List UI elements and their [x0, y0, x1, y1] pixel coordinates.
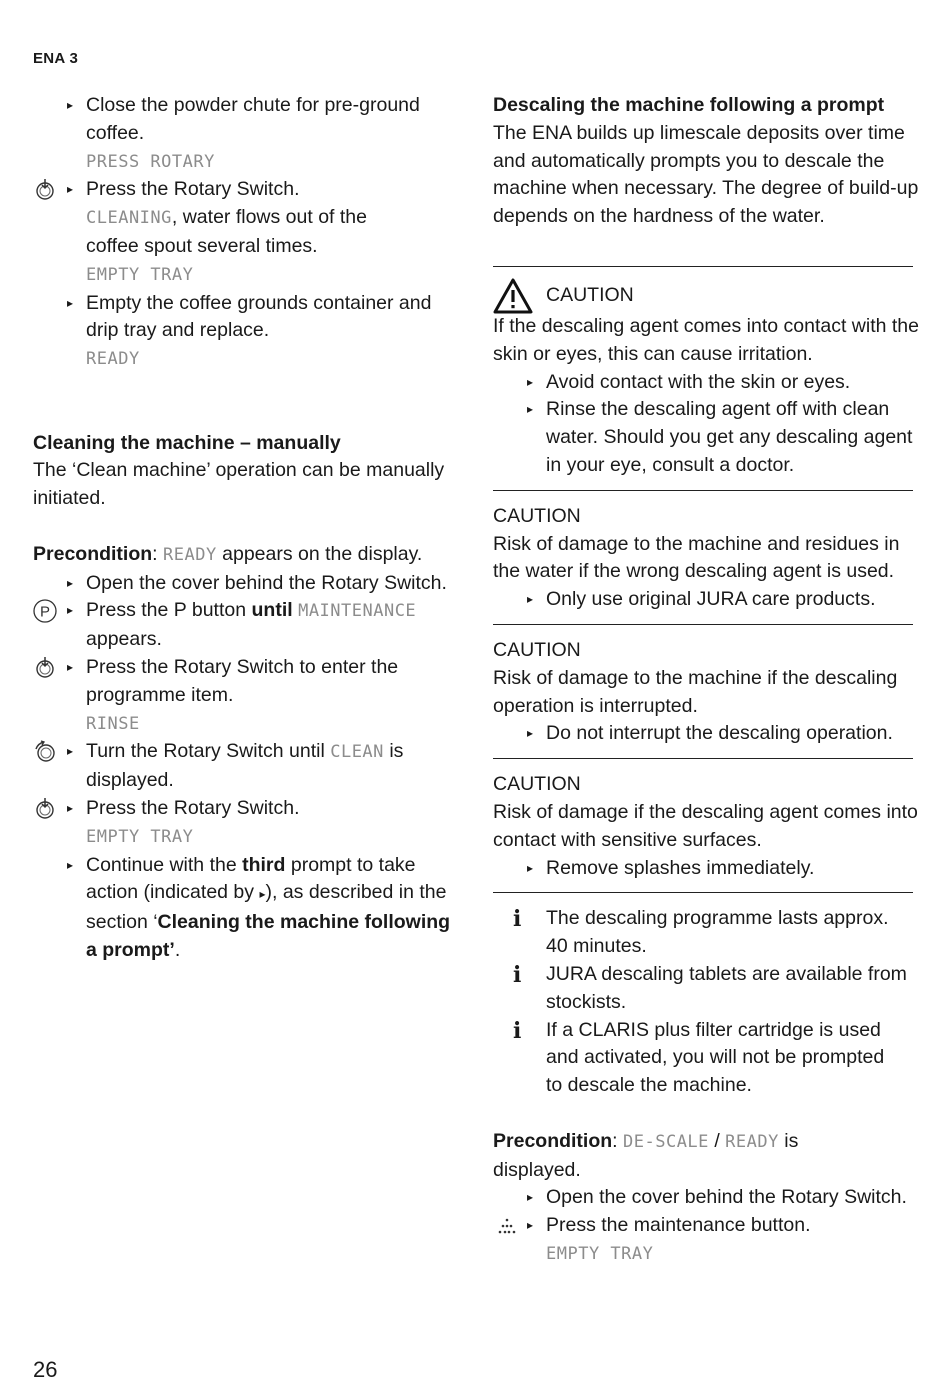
rotary-press-icon [33, 797, 57, 821]
info-icon: i [513, 961, 522, 988]
display-text: EMPTY TRAY [546, 1243, 654, 1264]
info-note: i JURA descaling tablets are available from [513, 961, 907, 988]
arrow-bullet-icon: ▸ [67, 98, 74, 112]
maintenance-button-icon [497, 1216, 517, 1236]
step-continue: ▸ Continue with the third prompt to take [33, 852, 443, 880]
display-text: PRESS ROTARY [86, 151, 215, 172]
arrow-bullet-icon: ▸ [67, 659, 74, 674]
step-press-p: P ▸ Press the P button until MAINTENANCE [33, 597, 443, 626]
running-header: ENA 3 [33, 50, 79, 67]
display-text: EMPTY TRAY [86, 826, 194, 847]
arrow-bullet-icon: ▸ [259, 887, 266, 902]
display-text: MAINTENANCE [298, 601, 417, 622]
info-note: i If a CLARIS plus filter cartridge is used [513, 1017, 881, 1044]
display-text: READY [725, 1131, 779, 1152]
arrow-bullet-icon: ▸ [527, 1190, 534, 1205]
display-text: RINSE [86, 713, 140, 734]
caution-warning-title: CAUTION [493, 279, 913, 313]
display-text: DE-SCALE [623, 1131, 709, 1152]
p-button-icon [33, 599, 57, 623]
arrow-bullet-icon: ▸ [67, 800, 74, 815]
divider [493, 892, 913, 893]
caution-title: CAUTION [493, 638, 581, 661]
right-column: Descaling the machine following a prompt The ENA builds up limescale deposits over time and automatically prompts you to descale the machine when necessary. The degree of build-up depends on the hardness of the water. CAUTION If the descaling agent comes into contact with the skin or eyes, this can cause irritation. ▸ Avoid contact with the skin or eyes. ▸ Rinse the descaling agent off with clean water. Should you get any descaling agent in your eye, consult a doctor. CAUTION Risk of damage to the machine and residues in the water if the wrong descaling agent is used. ▸ Only use original JURA care products. CAUTION Risk of damage to the machine if the descaling operation is interrupted. ▸ Do not interrupt the descaling operation. CAUTION Risk of damage if the descaling agent comes into contact with sensitive surfaces. ▸ Remove splashes immediately. i The descaling programme lasts approx. 40 minutes. i JURA descaling tablets are available from stockists. i If a CLARIS plus filter cartridge is used and activated, you will not be prompted to descale the machine. Precondition: DE-SCALE / READY is displayed. ▸ Open the cover behind the Rotary Switch. ▸ Press the maintenance button. EMPTY TRAY [493, 94, 920, 1264]
step-open-cover: ▸ Open the cover behind the Rotary Switch. [33, 570, 443, 598]
arrow-bullet-icon: ▸ [527, 592, 534, 607]
divider [493, 266, 913, 267]
left-column: ▸ Close the powder chute for pre-ground coffee. PRESS ROTARY ▸ Press the Rotary Switch. CLEANING, water flows out of the coffee spout several times. EMPTY TRAY ▸ Empty the coffee grounds container and drip tray and replace. READY Cleaning the machine – manually The ‘Clean machine’ operation can be manually initiated. Precondition: READY appears on the display. ▸ Open the cover behind the Rotary Switch. P ▸ Press the P button until MAINTENANCE appears. ▸ Press the Rotary Switch to enter the programme item. RINSE ▸ Turn the Rotary Switch until CLEAN is displayed. ▸ Press the Rotary Switch. EMPTY TRAY ▸ Continue with the third prompt to take action (indicated by ▸), as described in the section ‘Cleaning the machine following a prompt’. [33, 94, 451, 961]
display-text: EMPTY TRAY [86, 264, 194, 285]
divider [493, 624, 913, 625]
svg-text:P: P [39, 603, 51, 621]
display-text: CLEANING [86, 208, 172, 229]
step-maintenance-button: ▸ Press the maintenance button. [493, 1212, 913, 1240]
section-heading: Descaling the machine following a prompt [493, 94, 885, 116]
arrow-bullet-icon: ▸ [67, 744, 74, 759]
info-note: i The descaling programme lasts approx. [513, 906, 889, 933]
arrow-bullet-icon: ▸ [527, 860, 534, 875]
arrow-bullet-icon: ▸ [527, 726, 534, 741]
arrow-bullet-icon: ▸ [67, 575, 74, 590]
caution-title: CAUTION [493, 504, 581, 527]
rotary-press-icon [33, 178, 57, 202]
step-empty-container: ▸ Empty the coffee grounds container and [33, 290, 443, 318]
step-press-rotary-2: ▸ Press the Rotary Switch. [33, 795, 443, 823]
page-number: 26 [33, 1357, 58, 1382]
info-icon: i [513, 906, 522, 933]
step-press-rotary: ▸ Press the Rotary Switch. [33, 176, 443, 204]
step-close-chute: ▸ Close the powder chute for pre-ground [33, 92, 443, 120]
section-heading: Cleaning the machine – manually [33, 431, 341, 454]
precondition: Precondition: DE-SCALE / READY is [493, 1129, 799, 1152]
arrow-bullet-icon: ▸ [527, 1218, 534, 1233]
caution-title: CAUTION [493, 773, 581, 796]
rotary-press-icon [33, 656, 57, 680]
divider [493, 758, 913, 759]
rotary-turn-icon [33, 740, 57, 764]
arrow-bullet-icon: ▸ [67, 857, 74, 872]
info-icon: i [513, 1017, 522, 1044]
arrow-bullet-icon: ▸ [67, 295, 74, 310]
step-enter-programme: ▸ Press the Rotary Switch to enter the [33, 654, 443, 682]
step-turn-rotary: ▸ Turn the Rotary Switch until CLEAN is [33, 738, 443, 767]
display-text: READY [163, 544, 217, 565]
divider [493, 490, 913, 491]
arrow-bullet-icon: ▸ [67, 182, 74, 197]
arrow-bullet-icon: ▸ [67, 603, 74, 618]
display-text: READY [86, 349, 140, 370]
precondition: Precondition: READY appears on the display. [33, 542, 423, 565]
warning-triangle-icon [493, 278, 533, 314]
arrow-bullet-icon: ▸ [527, 374, 534, 389]
step-open-cover: ▸ Open the cover behind the Rotary Switch. [493, 1184, 913, 1212]
display-text: CLEAN [330, 742, 384, 763]
arrow-bullet-icon: ▸ [527, 402, 534, 417]
